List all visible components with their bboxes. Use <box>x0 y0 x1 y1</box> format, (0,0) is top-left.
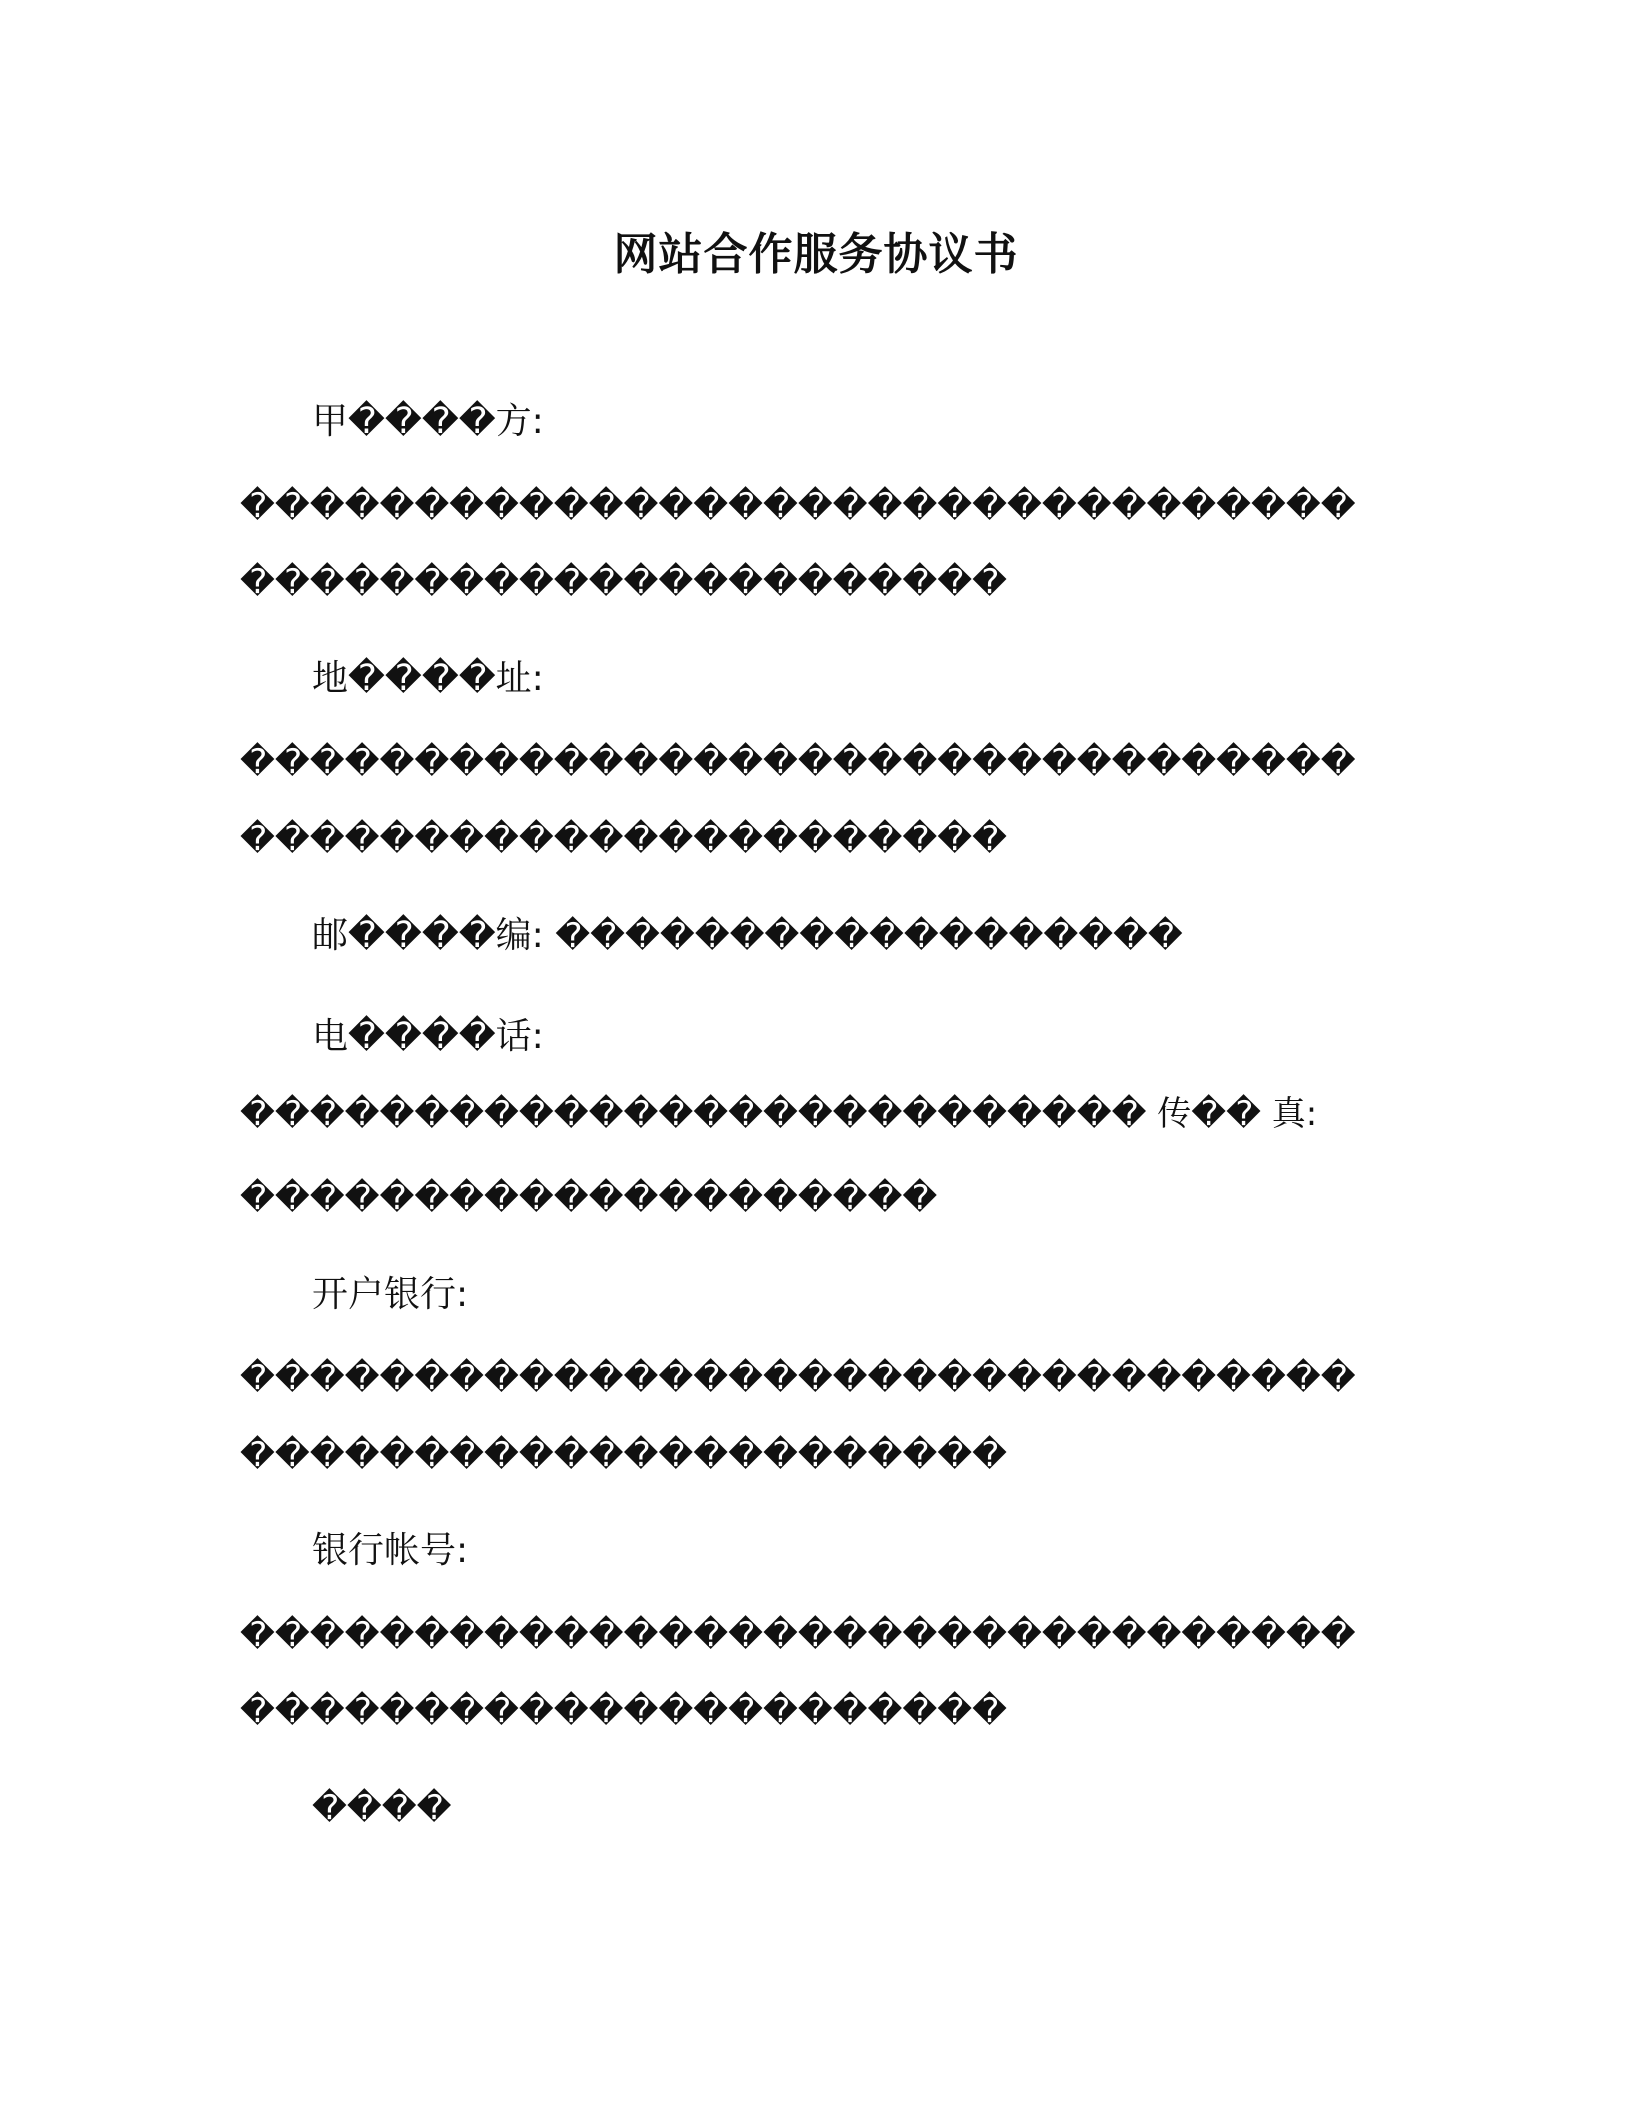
party-a-label: 甲����方: <box>312 401 544 442</box>
postal-code-label <box>312 912 1183 960</box>
account-value-line-2: ���������������������� <box>240 1691 1007 1731</box>
party-a-value-line-1: �������������������������������� <box>240 486 1356 526</box>
address-value-line-2: ���������������������� <box>240 819 1007 859</box>
address-label: 地����址: <box>312 658 544 699</box>
account-label: 银行帐号: <box>312 1530 469 1571</box>
postal-code-label-text: 邮����编: <box>312 915 544 956</box>
address-value-line-1: �������������������������������� <box>240 742 1356 782</box>
account-value-line-1: �������������������������������� <box>240 1615 1356 1655</box>
party-a-value-line-2: ���������������������� <box>240 562 1007 602</box>
postal-code-value: ������������������ <box>555 916 1183 956</box>
phone-value-fax-label: �������������������������� 传�� 真: <box>240 1094 1318 1134</box>
trailing-text: ���� <box>312 1788 452 1828</box>
bank-value-line-1: �������������������������������� <box>240 1358 1356 1398</box>
bank-value-line-2: ���������������������� <box>240 1435 1007 1475</box>
fax-value: �������������������� <box>240 1178 938 1218</box>
phone-label: 电����话: <box>312 1016 544 1057</box>
bank-label: 开户银行: <box>312 1274 469 1315</box>
document-title: 网站合作服务协议书 <box>613 229 1019 280</box>
